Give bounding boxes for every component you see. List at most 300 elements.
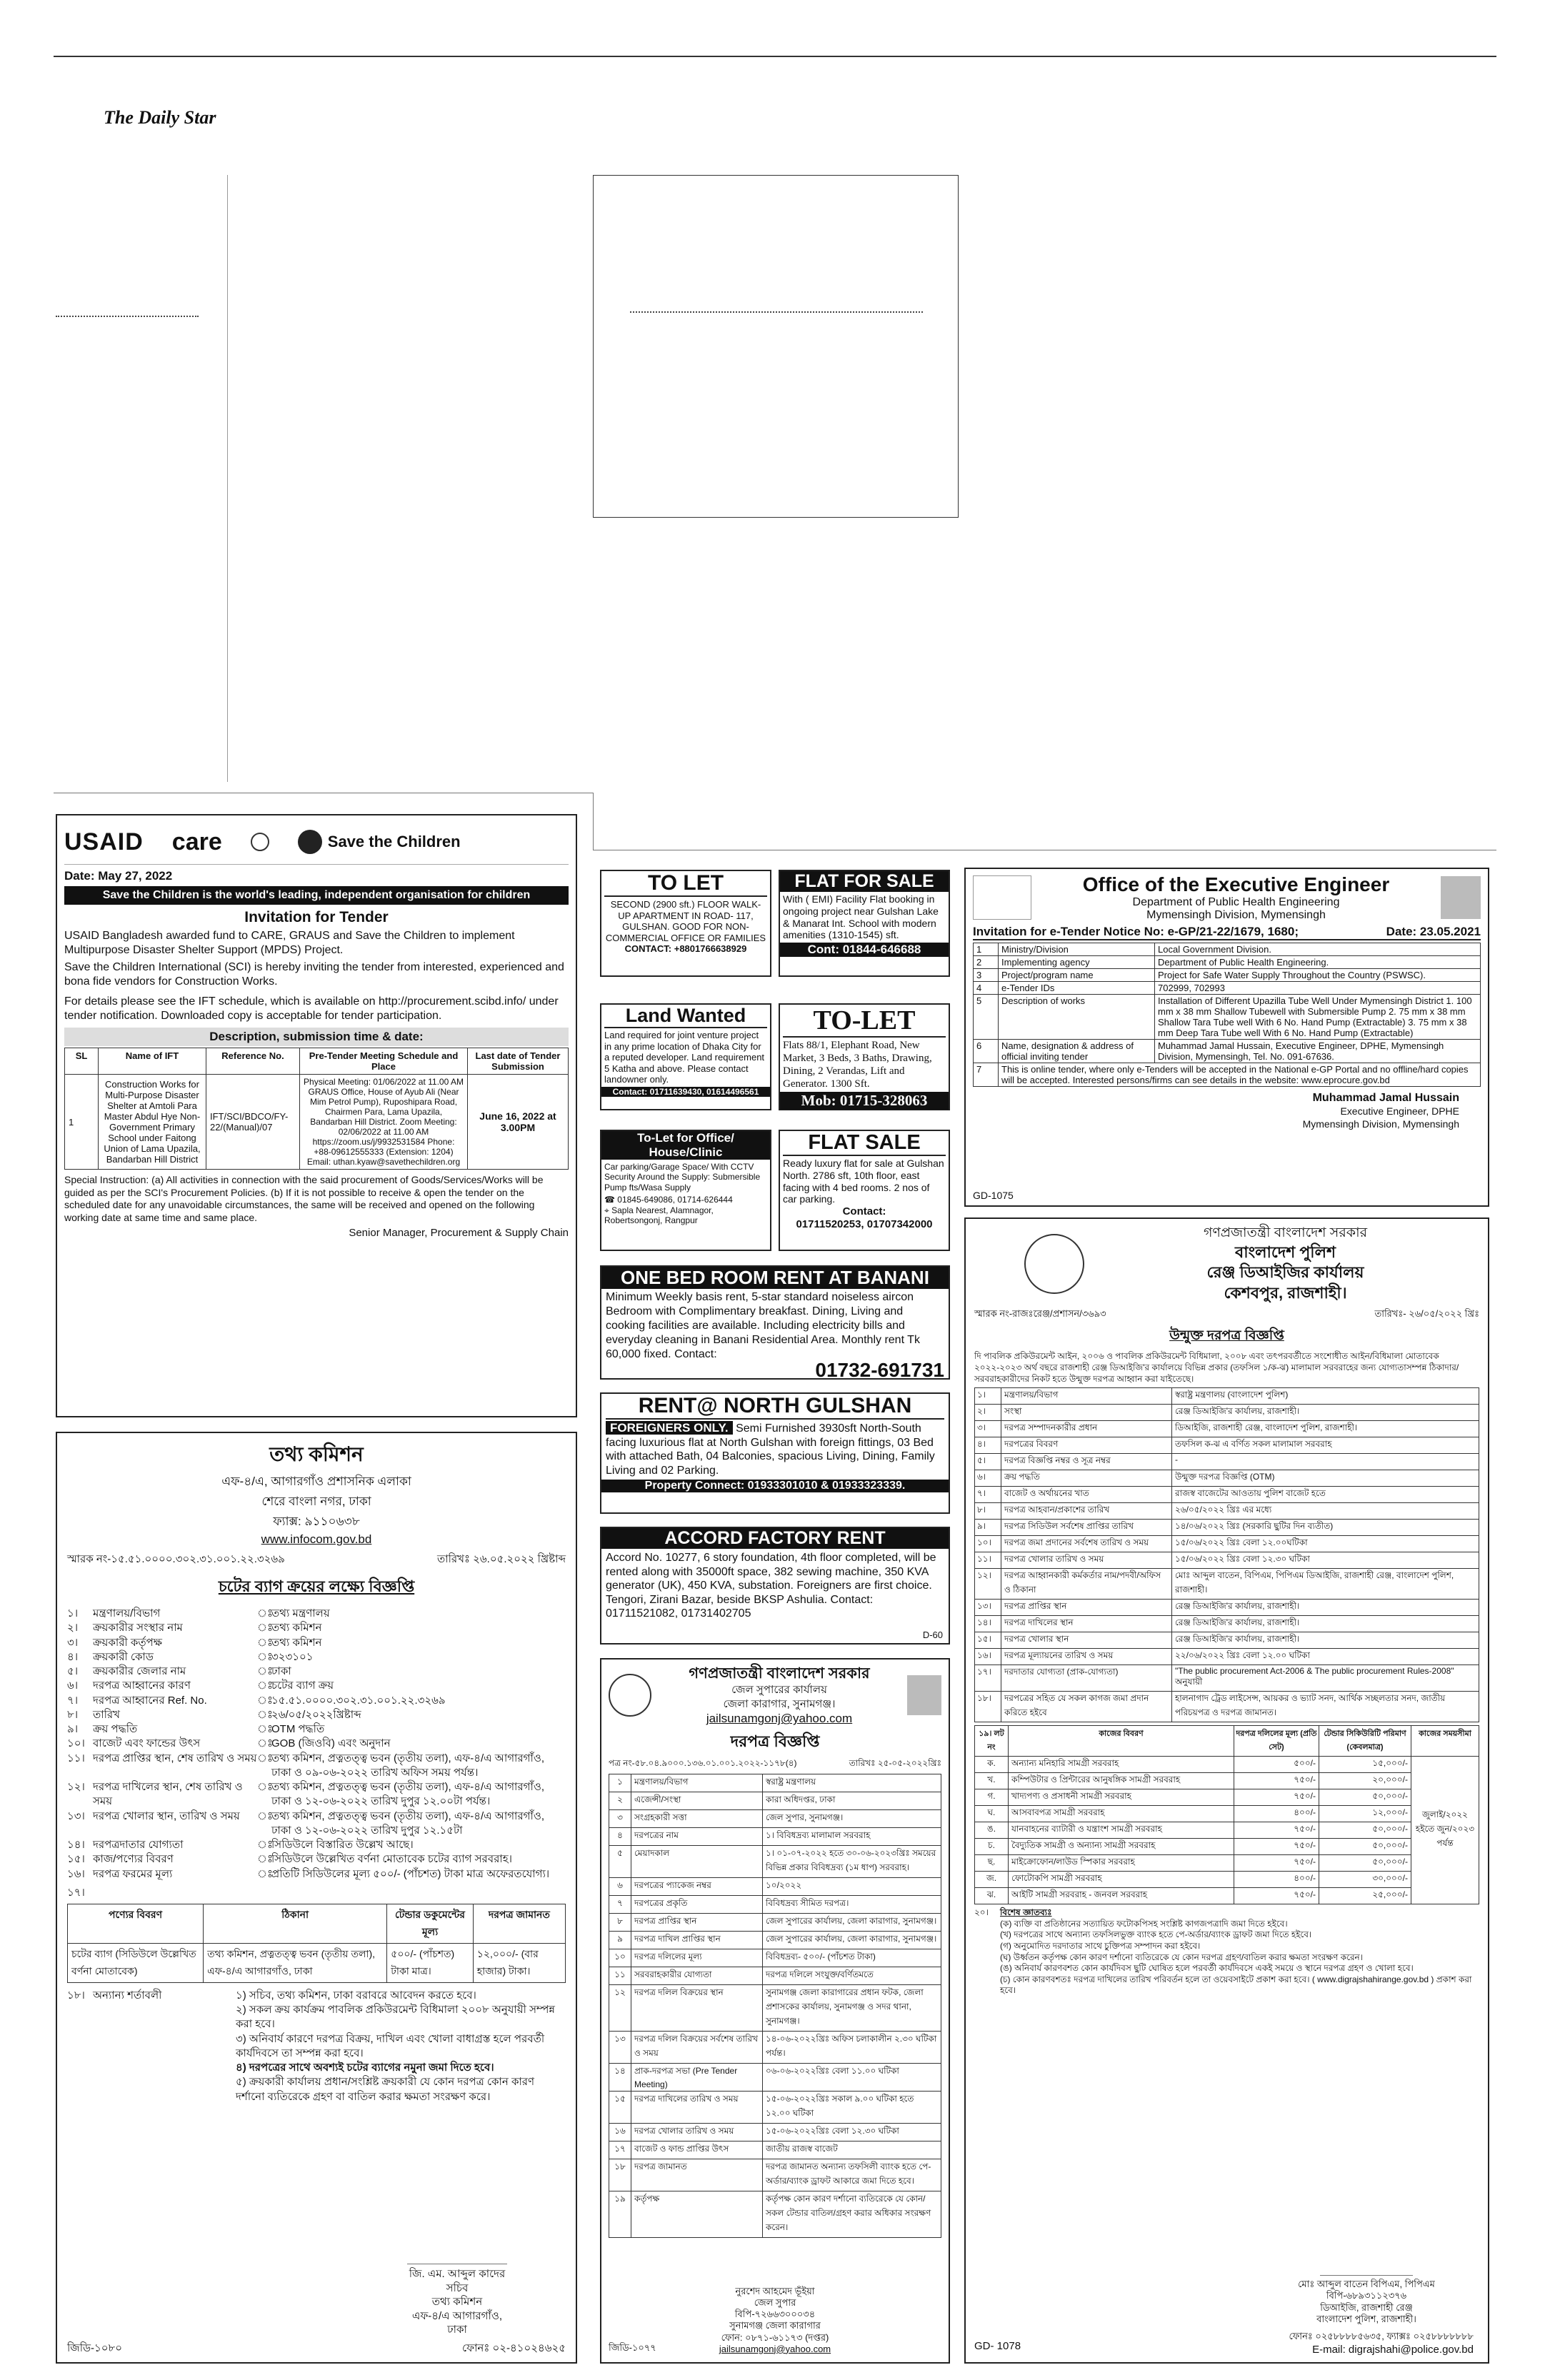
flat-sale-title: FLAT SALE [783, 1131, 946, 1156]
cell-label: দরপত্র দলিলের মূল্য [631, 1949, 763, 1967]
dphe-notice-row [973, 925, 1481, 940]
cell-value: Installation of Different Upazilla Tube Well Under Mymensingh District 1. 100 mm x 38 mm Shallow Tubewell with Submersible Pump 2. 75 mm x 38 mm Shallow Tara Tube well With 6 No. Hand Pump (Extractable) 3. 75 mm x 38 mm Deep Tara Tube well With 6 No. Hand Pump (Extractable) [1155, 995, 1481, 1040]
table-row [609, 1810, 941, 1828]
list-item: (ক) ব্যক্তি বা প্রতিষ্ঠানের সত্যায়িত ফটোকপিসহ সংশ্লিষ্ট কাগজপত্রাদি জমা দিতে হইবে। [1000, 1918, 1288, 1929]
row-meeting: Physical Meeting: 01/06/2022 at 11.00 AM GRAUS Office, House of Ayub Ali (Near Mim Petrol Pump), Ruposhipara Road, Chairmen Para, Lama Upazila, Bandarban Hill District. Zoom Meeting: 02/06/2022 at 11.00 AM https://zoom.us/j/9932531584 Phone: +88-09612555333 (Extension: 1204) Email: uthan.kyaw@savethechildren.org [300, 1075, 468, 1170]
cell-value: ০৬-০৬-২০২২খ্রিঃ বেলা ১১.০০ ঘটিকা [763, 2064, 941, 2092]
tolet-contact: CONTACT: +8801766638929 [624, 943, 747, 955]
banani-phone: 01732-691731 [815, 1359, 944, 1381]
table-row [974, 956, 1481, 969]
row-value: GOB (জিওবি) এবং অনুদান [271, 1737, 391, 1750]
row-sep: ঃ [257, 1636, 274, 1649]
dphe-header [973, 873, 1481, 922]
row-value: সিডিউলে উল্লেখিত বর্ণনা মোতাবেক চটের ব্যাগ সরবরাহ। [271, 1853, 512, 1866]
cell-value: দরপত্র জামানত অন্যান্য তফসিলী ব্যাংক হতে পে-অর্ডার/ব্যাংক ড্রাফট আকারে জমা দিতে হবে। [763, 2159, 941, 2191]
accord-title: ACCORD FACTORY RENT [601, 1528, 949, 1549]
police-table [974, 1387, 1479, 1722]
memo-row [67, 1551, 566, 1569]
col-last-date: Last date of Tender Submission [468, 1048, 569, 1075]
cell-num: ৬। [975, 1470, 1001, 1487]
row-label: ক্রয়কারী কোড [93, 1650, 154, 1663]
dphe-notice: Invitation for e-Tender Notice No: e-GP/21-22/1679, 1680; [973, 925, 1299, 938]
row-label: দরপত্র ফরমের মূল্য [93, 1867, 173, 1880]
table-row [65, 1075, 569, 1170]
row-value: চটের ব্যাগ ক্রয় [271, 1679, 334, 1692]
portrait-icon [907, 1675, 941, 1715]
list-item [67, 1752, 566, 1781]
sch-desc: মাইক্রোফোন/লাউড স্পিকার সরবরাহ [1009, 1855, 1234, 1872]
sign-t3: এফ-৪/এ আগারগাঁও, [411, 2309, 503, 2322]
cell-value: স্বরাষ্ট্র মন্ত্রণালয় [763, 1774, 941, 1792]
police-sign-name: মোঃ আব্দুল বাতেন বিপিএম, পিপিএম [1298, 2279, 1435, 2289]
table-row [609, 1967, 941, 1985]
police-intro: দি পাবলিক প্রকিউরমেন্ট আইন, ২০০৬ ও পাবলিক প্রকিউরমেন্ট বিধিমালা, ২০০৮ এবং তৎপরবর্তীতে সংশোধীত আইন/বিধিমালা মোতাবেক ২০২২-২০২৩ অর্থ বছরে রাজশাহী রেঞ্জ ডিআইজি'র কার্যালয়ে বিভিন্ন প্রকার (তফসিল ১/ক-ঝ) মালামাল সরবরাহের জন্য যোগ্যতাসম্পন্ন ঠিকাদার/সরবরাহকারীদের নিকট হতে উন্মুক্ত দরপত্র আহ্বান করা যাইতেছে। [974, 1351, 1459, 1384]
office-addr-text: Sapla Nearest, Alamnagor, Robertsongonj, Rangpur [604, 1205, 714, 1225]
table-row [975, 1692, 1479, 1722]
list-item: ২) সকল ক্রয় কার্যক্রম পাবলিক প্রকিউরমেন্ট বিধিমালা ২০০৮ অনুযায়ী সম্পন্ন করা হবে। [236, 2004, 555, 2031]
cell-num: ১১। [975, 1552, 1001, 1569]
cell-label: দরপত্র খোলার তারিখ ও সময় [631, 2124, 763, 2142]
info-commission-notice [56, 1432, 577, 2364]
cell-label: দরপত্রের প্যাকেজ নম্বর [631, 1878, 763, 1896]
row-label: দরপত্র আহ্বানের কারণ [93, 1679, 191, 1692]
col-sl: SL [65, 1048, 99, 1075]
table-row [975, 1388, 1479, 1405]
row-sl: 1 [65, 1075, 99, 1170]
table-row [609, 1878, 941, 1896]
sch-desc: ফোটোকপি সামগ্রী সরবরাহ [1009, 1872, 1234, 1888]
police-header [974, 1225, 1479, 1303]
sch-col: ১৯। লট নং [975, 1726, 1009, 1757]
office-body: Car parking/Garage Space/ With CCTV Security Around the Supply: Submersible Pump fts/Wasa Supply [604, 1162, 761, 1192]
cell-num: 4 [974, 982, 999, 995]
special-instruction: Special Instruction: (a) All activities in connection with the said procurement of Goods/Services/Works will be guided as per the SCI's Procurement Policies. (b) If it is not possible to receive & open the tender on the scheduled date for any unavoidable circumstances, the same will be received and opened on the following working date at same time and same place. [64, 1174, 544, 1223]
dphe-sign-t1: Executive Engineer, DPHE [1340, 1105, 1459, 1117]
sign-t1: সচিব [446, 2281, 469, 2294]
table-row [975, 1822, 1479, 1839]
list-item: ৪) দরপত্রের সাথে অবশ্যই চটের ব্যাগের নমুনা জমা দিতে হবে। [236, 2062, 494, 2074]
sch-price: ৫০০/- [1234, 1757, 1319, 1773]
signatory: Senior Manager, Procurement & Supply Chain [349, 1227, 569, 1239]
sign-t2: তথ্য কমিশন [431, 2296, 483, 2308]
table-row [975, 1503, 1479, 1520]
memo-date: তারিখঃ ২৬.০৫.২০২২ খ্রিষ্টাব্দ [437, 1553, 566, 1565]
cell-label: দরপত্র প্রাপ্তির স্থান [1001, 1600, 1172, 1616]
police-h4: কেশবপুর, রাজশাহী। [1224, 1283, 1347, 1302]
cell-value: This is online tender, where only e-Tenders will be accepted in the National e-GP Portal and no offline/hard copies will be accepted. Interested persons/firms can see details in the website: www.eprocure.gov.bd [999, 1063, 1481, 1087]
cell-num: 5 [974, 995, 999, 1040]
cell-value: 702999, 702993 [1155, 982, 1481, 995]
cell-value: ১৫/০৬/২০২২ খ্রিঃ বেলা ১২.৩০ ঘটিকা [1172, 1552, 1479, 1569]
land-title: Land Wanted [604, 1005, 767, 1028]
cell-label: সংগ্রহকারী সত্তা [631, 1810, 763, 1828]
row-label: দরপত্রদাতার যোগ্যতা [93, 1839, 184, 1851]
row-sep: ঃ [257, 1853, 274, 1866]
accord-body: Accord No. 10277, 6 story foundation, 4th floor completed, will be rented along with 35000ft space, 382 sewing machine, 350 KVA generator (UK), 450 KVA, substation. Foreigners are first choice. Tengori, Zirani Bazar, beside BKSP Ashulia. Contact: 01711521082, 01731402705 [606, 1552, 936, 1620]
row-num: ১০। [67, 1737, 85, 1750]
cell-value: ডিআইজি, রাজশাহী রেঞ্জ, বাংলাদেশ পুলিশ, রাজশাহী। [1172, 1421, 1479, 1437]
police-heading-block [1091, 1225, 1479, 1303]
tender-date: Date: May 27, 2022 [64, 869, 173, 883]
list-item: (গ) অনুমোদিত দরদাতার সাথে চুক্তিপত্র সম্পাদন করা হইবে। [1000, 1941, 1201, 1952]
police-emblem-icon [1024, 1234, 1084, 1294]
sub-cell-1: চটের ব্যাগ (সিডিউলে উল্লেখিত বর্ণনা মোতাবেক) [68, 1943, 204, 1982]
table-row [68, 1943, 566, 1982]
row-name: Construction Works for Multi-Purpose Disaster Shelter at Amtoli Para Master Abdul Hye Non-Government Primary School under Faitong Union of Lama Upazila, Bandarban Hill District [99, 1075, 206, 1170]
gulshan-body-wrap [606, 1421, 944, 1477]
table-row [974, 1063, 1481, 1087]
cell-value: সুনামগঞ্জ জেলা কারাগারের প্রধান ফটক, জেলা প্রশাসকের কার্যালয়, সুনামগঞ্জ ও সদর থানা, সুনামগঞ্জ। [763, 1985, 941, 2032]
jail-sign-name: নুরশেদ আহমেদ ভূঁইয়া [735, 2285, 815, 2296]
accord-code: D-60 [922, 1630, 943, 1640]
row-sep: ঃ [257, 1607, 274, 1620]
police-contact [1289, 2331, 1474, 2356]
notes-body [1000, 1907, 1479, 1997]
cell-num: ৪। [975, 1437, 1001, 1454]
table-row [975, 1632, 1479, 1649]
table-row [609, 1846, 941, 1878]
cell-num: ১৩ [609, 2032, 631, 2064]
row-num: ১৪। [67, 1839, 85, 1851]
table-row [974, 1040, 1481, 1063]
r20-label: ২০। [974, 1907, 989, 1918]
row-num: ১৬। [67, 1867, 85, 1880]
dphe-gd: GD-1075 [973, 1190, 1014, 1201]
dphe-date: Date: 23.05.2021 [1386, 925, 1481, 938]
cell-num: ১২ [609, 1985, 631, 2032]
cell-value: রেঞ্জ ডিআইজি'র কার্যালয়, রাজশাহী। [1172, 1632, 1479, 1649]
cell-label: Name, designation & address of official inviting tender [999, 1040, 1155, 1063]
gd-number: জিডি-১০৮০ [67, 2342, 123, 2354]
info-footer [67, 2340, 566, 2358]
police-sign-t2: ডিআইজি, রাজশাহী রেঞ্জ [1320, 2301, 1413, 2313]
list-item [67, 1838, 566, 1852]
cell-label: দরপত্র জমা প্রদানের সর্বশেষ তারিখ ও সময় [1001, 1536, 1172, 1552]
list-item: ৩) অনিবার্য কারণে দরপত্র বিক্রয়, দাখিল এবং খোলা বাধাগ্রস্ত হলে পরবর্তী কার্যদিবসে তা সম্পন্ন করা হবে। [236, 2032, 545, 2059]
cell-value: ১৪-০৬-২০২২খ্রিঃ অফিস চলাকালীন ২.৩০ ঘটিকা পর্যন্ত। [763, 2032, 941, 2064]
cell-label: মন্ত্রণালয়/বিভাগ [1001, 1388, 1172, 1405]
tolet2-ad [779, 1003, 950, 1110]
cell-num: ৩। [975, 1421, 1001, 1437]
sch-desc: আসবাবপত্র সামগ্রী সরবরাহ [1009, 1806, 1234, 1822]
dphe-sign-name: Muhammad Jamal Hussain [1312, 1092, 1459, 1104]
cell-value: Project for Safe Water Supply Throughout the Country (PSWSC). [1155, 969, 1481, 982]
cell-num: ৭ [609, 1896, 631, 1914]
tolet2-body: Flats 88/1, Elephant Road, New Market, 3 Beds, 3 Baths, Drawing, Dining, 2 Verandas, Lift and Generator. 1300 Sft. [783, 1040, 932, 1090]
table-row [975, 1569, 1479, 1600]
sch-security: ৫০,০০০/- [1319, 1839, 1411, 1855]
cell-value: কর্তৃপক্ষ কোন কারণ দর্শানো ব্যতিরেকে যে কোন/সকল টেন্ডার বাতিল/গ্রহণ করার অধিকার সংরক্ষণ করেন। [763, 2191, 941, 2238]
row-num: ২। [67, 1622, 79, 1635]
table-row [974, 943, 1481, 956]
jail-header [609, 1664, 941, 1727]
cell-num: ৫ [609, 1846, 631, 1878]
row-value: প্রতিটি সিডিউলের মূল্য ৫০০/- (পাঁচশত) টাকা মাত্র অফেরতযোগ্য। [271, 1867, 550, 1880]
sch-lot: ঙ. [975, 1822, 1009, 1839]
table-row [975, 1806, 1479, 1822]
cell-num: ১৯ [609, 2191, 631, 2238]
row-num: ৬। [67, 1679, 79, 1692]
cell-value: উন্মুক্ত দরপত্র বিজ্ঞপ্তি (OTM) [1172, 1470, 1479, 1487]
list-item: ১) সচিব, তথ্য কমিশন, ঢাকা বরাবরে আবেদন করতে হবে। [236, 1989, 476, 2002]
cell-value: বিবিধদ্রব্য- ৫০০/- (পাঁচশত টাকা) [763, 1949, 941, 1967]
portrait-icon [1441, 876, 1481, 919]
cell-num: 3 [974, 969, 999, 982]
jail-h1: গণপ্রজাতন্ত্রী বাংলাদেশ সরকার [689, 1665, 870, 1682]
cell-value: রেঞ্জ ডিআইজি'র কার্যালয়, রাজশাহী। [1172, 1616, 1479, 1632]
cell-value: রেঞ্জ ডিআইজি'র কার্যালয়, রাজশাহী। [1172, 1405, 1479, 1421]
jail-sign-t4: ফোন: ০৮৭১-৬১১৭৩ (দপ্তর) [721, 2331, 829, 2343]
table-row [974, 995, 1481, 1040]
cell-num: 1 [974, 943, 999, 956]
jail-h2: জেল সুপারের কার্যালয় [731, 1684, 827, 1697]
sch-desc: খাদ্যপণ্য ও প্রসাধনী সামগ্রী সরবরাহ [1009, 1789, 1234, 1806]
logo-row [64, 820, 569, 865]
cell-value: Local Government Division. [1155, 943, 1481, 956]
sch-price: ৪০০/- [1234, 1872, 1319, 1888]
info-title: তথ্য কমিশন [269, 1443, 364, 1465]
sch-price: ৭৫০/- [1234, 1773, 1319, 1789]
table-row [975, 1726, 1479, 1757]
jail-sign-t1: জেল সুপার [754, 2296, 796, 2308]
land-wanted-ad [600, 1003, 771, 1110]
row-ref: IFT/SCI/BDCO/FY-22/(Manual)/07 [206, 1075, 300, 1170]
jail-email[interactable]: jailsunamgonj@yahoo.com [706, 1712, 853, 1726]
row-label: মন্ত্রণালয়/বিভাগ [93, 1607, 161, 1620]
cell-num: ১২। [975, 1569, 1001, 1600]
phone-icon: ☎ [604, 1195, 618, 1205]
land-contact: Contact: 01711639430, 01614496561 [601, 1087, 770, 1097]
row-num: ১৫। [67, 1853, 85, 1866]
land-body: Land required for joint venture project in any prime location of Dhaka City for a reputed developer. Land requirement 5 Katha and above. Please contact landowner only. [604, 1030, 765, 1085]
sch-lot: খ. [975, 1773, 1009, 1789]
table-row [975, 1839, 1479, 1855]
cell-label: দরদাতার যোগ্যতা (প্রাক-যোগ্যতা) [1001, 1665, 1172, 1692]
divider-line [56, 316, 199, 317]
sch-col: কাজের সময়সীমা [1411, 1726, 1479, 1757]
list-item [67, 1780, 566, 1809]
table-row [609, 2092, 941, 2124]
r18-label: ১৮। [67, 1989, 85, 2002]
cell-value: রেঞ্জ ডিআইজি'র কার্যালয়, রাজশাহী। [1172, 1600, 1479, 1616]
cell-value: ২৬/০৫/২০২২ খ্রিঃ এর মধ্যে [1172, 1503, 1479, 1520]
row-num: ৯। [67, 1723, 79, 1735]
cell-label: দরপত্র সিডিউল সর্বশেষ প্রাপ্তির তারিখ [1001, 1520, 1172, 1536]
tolet2-title: TO-LET [783, 1005, 946, 1038]
office-addr [604, 1205, 767, 1226]
row-sep: ঃ [257, 1809, 274, 1822]
cell-label: প্রাক-দরপত্র সভা (Pre Tender Meeting) [631, 2064, 763, 2092]
gulshan-tag: FOREIGNERS ONLY. [606, 1421, 733, 1435]
cell-label: দরপত্র দাখিল প্রাপ্তির স্থান [631, 1932, 763, 1949]
column-divider [227, 175, 228, 782]
row-value: OTM পদ্ধতি [271, 1723, 325, 1735]
info-web[interactable]: www.infocom.gov.bd [261, 1532, 372, 1546]
police-gd: GD- 1078 [974, 2340, 1021, 2352]
row-num: ৩। [67, 1636, 79, 1649]
sch-lot: ঘ. [975, 1806, 1009, 1822]
sch-security: ২৫,০০০/- [1319, 1888, 1411, 1904]
accord-factory-ad [600, 1527, 950, 1645]
cell-value: Department of Public Health Engineering. [1155, 956, 1481, 969]
sch-security: ৫০,০০০/- [1319, 1855, 1411, 1872]
info-rows [67, 1607, 566, 1882]
list-item: (চ) কোন কারণবশতঃ দরপত্র দাখিলের তারিখ পরিবর্তন হলে তা ওয়েবসাইটে প্রকাশ করা হবে। ( www.digrajshahirange.gov.bd ) প্রকাশ করা হবে। [1000, 1974, 1472, 1996]
jail-sign-email[interactable]: jailsunamgonj@yahoo.com [719, 2343, 831, 2354]
jail-tender-notice [600, 1658, 950, 2364]
cell-label: দরপত্রের প্রকৃতি [631, 1896, 763, 1914]
row-value: তথ্য কমিশন, প্রত্নতত্ত্ব ভবন (তৃতীয় তলা), এফ-৪/এ আগারগাঁও, ঢাকা ও ০৯-০৬-২০২২ তারিখ অফিস সময় পর্যন্ত। [271, 1752, 545, 1779]
row-value: সিডিউলে বিস্তারিত উল্লেখ আছে। [271, 1839, 414, 1851]
cell-num: ১৬ [609, 2124, 631, 2142]
row-label: ক্রয়কারী কর্তৃপক্ষ [93, 1636, 163, 1649]
dphe-sign-t2: Mymensingh Division, Mymensingh [1302, 1118, 1459, 1130]
jail-gd: জিডি-১০৭৭ [609, 2342, 656, 2353]
cell-num: 7 [974, 1063, 999, 1087]
table-row [975, 1773, 1479, 1789]
table-row [975, 1757, 1479, 1773]
row-num: ১১। [67, 1752, 85, 1764]
cell-num: ৮। [975, 1503, 1001, 1520]
cell-label: দরপত্র খোলার তারিখ ও সময় [1001, 1552, 1172, 1569]
cell-label: Ministry/Division [999, 943, 1155, 956]
dphe-title: Office of the Executive Engineer [1082, 873, 1390, 895]
cell-num: ৮ [609, 1914, 631, 1932]
mujib-logo-icon [973, 875, 1031, 920]
info-heading: চটের ব্যাগ ক্রয়ের লক্ষ্যে বিজ্ঞপ্তি [218, 1577, 415, 1595]
flat-for-sale-ad [779, 870, 950, 977]
table-row [974, 982, 1481, 995]
info-fax: ফ্যাক্স: ৯১১০৬৩৮ [273, 1515, 360, 1528]
row-label: ক্রয় পদ্ধতি [93, 1723, 138, 1735]
list-item [67, 1867, 566, 1882]
r18-title: অন্যান্য শর্তাবলী [93, 1989, 162, 2002]
cell-value: ১৪/০৬/২০২২ খ্রিঃ (সরকারি ছুটির দিন ব্যতীত) [1172, 1520, 1479, 1536]
sch-lot: গ. [975, 1789, 1009, 1806]
sch-price: ৭৫০/- [1234, 1839, 1319, 1855]
sub-col-4: দরপত্র জামানত [473, 1904, 565, 1943]
cell-label: মেয়াদকাল [631, 1846, 763, 1878]
conditions-list [236, 1989, 566, 2104]
sign-name: জি. এম. আব্দুল কাদের [409, 2268, 506, 2280]
gulshan-contact: Property Connect: 01933301010 & 01933323339. [601, 1480, 949, 1492]
police-memo-row [974, 1307, 1479, 1322]
sign-t4: ঢাকা [447, 2324, 467, 2336]
row-num: ১৩। [67, 1809, 85, 1822]
emblem-icon [251, 833, 269, 851]
cell-num: ৪ [609, 1828, 631, 1846]
sub-col-3: টেন্ডার ডকুমেন্টের মূল্য [387, 1904, 474, 1943]
cell-num: ১০। [975, 1536, 1001, 1552]
sch-col: কাজের বিবরণ [1009, 1726, 1234, 1757]
jail-memo: পত্র নং-৫৮.০৪.৯০০০.১৩৬.০১.০০১.২০২২-১১৭৮(৪) [609, 1758, 797, 1769]
police-email[interactable]: E-mail: digrajshahi@police.gov.bd [1312, 2343, 1474, 2356]
list-item [67, 1621, 566, 1635]
cell-num: ১৪ [609, 2064, 631, 2092]
table-row [609, 2191, 941, 2238]
row-sep: ঃ [257, 1708, 274, 1721]
cell-value: ১। বিবিধদ্রব্য মালামাল সরবরাহ [763, 1828, 941, 1846]
cell-label: দরপত্র মূল্যায়নের তারিখ ও সময় [1001, 1649, 1172, 1665]
table-row [609, 1828, 941, 1846]
table-row [609, 1896, 941, 1914]
table-row [975, 1649, 1479, 1665]
cell-num: ৫। [975, 1454, 1001, 1470]
list-item [67, 1694, 566, 1708]
cell-value: ১৫-০৬-২০২২খ্রিঃ সকাল ৯.০০ ঘটিকা হতে ১২.০০ ঘটিকা [763, 2092, 941, 2124]
cell-label: দরপত্র জামানত [631, 2159, 763, 2191]
flat-sale-contact: 01711520253, 01707342000 [796, 1218, 933, 1231]
north-gulshan-ad [600, 1392, 950, 1514]
tolet-title: TO LET [604, 871, 767, 897]
sub-cell-4: ১২,০০০/- (বার হাজার) টাকা। [473, 1943, 565, 1982]
sch-desc: যানবাহনের ব্যাটারী ও যন্ত্রাংশ সামগ্রী সরবরাহ [1009, 1822, 1234, 1839]
table-row [609, 1949, 941, 1967]
row-sep: ঃ [257, 1737, 274, 1750]
sub-col-2: ঠিকানা [204, 1904, 387, 1943]
dphe-sub2: Mymensingh Division, Mymensingh [1146, 909, 1326, 921]
sch-lot: ঝ. [975, 1888, 1009, 1904]
cell-value: ১। ০১-০৭-২০২২ হতে ৩০-০৬-২০২৩খ্রিঃ সময়ের বিভিন্ন প্রকার বিবিধদ্রব্য (১ম ধাপ) সরবরাহ। [763, 1846, 941, 1878]
row-value: তথ্য কমিশন, প্রত্নতত্ত্ব ভবন (তৃতীয় তলা), এফ-৪/এ আগারগাঁও, ঢাকা ও ১২-০৬-২০২২ তারিখ দুপুর ১২.১৫টা [271, 1809, 545, 1837]
row-num: ৪। [67, 1650, 79, 1663]
cell-label: বাজেট ও অর্থায়নের খাত [1001, 1487, 1172, 1503]
cell-num: ১৬। [975, 1649, 1001, 1665]
sch-security: ৫০,০০০/- [1319, 1822, 1411, 1839]
sch-lot: চ. [975, 1839, 1009, 1855]
cell-value: - [1172, 1454, 1479, 1470]
cell-num: 6 [974, 1040, 999, 1063]
tolet-body: SECOND (2900 sft.) FLOOR WALK-UP APARTMENT IN ROAD- 117, GULSHAN. GOOD FOR NON-COMMERCIAL OFFICE OR FAMILIES [605, 899, 766, 943]
row-label: ক্রয়কারীর সংস্থার নাম [93, 1622, 183, 1635]
row-sep: ঃ [257, 1650, 274, 1663]
cell-label: সরবরাহকারীর যোগ্যতা [631, 1967, 763, 1985]
cell-num: ১৫। [975, 1632, 1001, 1649]
table-row [609, 2159, 941, 2191]
memo-no: স্মারক নং-১৫.৫১.০০০০.৩০২.৩১.০০১.২২.৩২৬৯ [67, 1553, 285, 1565]
cell-label: দরপত্র দলিল বিক্রয়ের সর্বশেষ তারিখ ও সময় [631, 2032, 763, 2064]
row-sep: ঃ [257, 1839, 274, 1851]
list-item [67, 1737, 566, 1751]
list-item [67, 1679, 566, 1693]
list-item [67, 1852, 566, 1867]
sch-price: ৭৫০/- [1234, 1888, 1319, 1904]
notes-list [1000, 1919, 1479, 1997]
list-item [67, 1650, 566, 1665]
banner: Save the Children is the world's leading, independent organisation for children [64, 886, 569, 905]
cell-value: ২২/০৬/২০২২ খ্রিঃ বেলা ১২.০০ ঘটিকা [1172, 1649, 1479, 1665]
cell-label: দরপত্র আহবান/প্রকাশের তারিখ [1001, 1503, 1172, 1520]
row-num: ৭। [67, 1694, 79, 1707]
table-row [609, 1792, 941, 1810]
cell-num: ১১ [609, 1967, 631, 1985]
row-num: ৮। [67, 1708, 79, 1721]
col-meeting: Pre-Tender Meeting Schedule and Place [300, 1048, 468, 1075]
cell-value: রাজস্ব বাজেটের আওতায় পুলিশ বাজেট হতে [1172, 1487, 1479, 1503]
flat-sale-body: Ready luxury flat for sale at Gulshan North. 2786 sft, 10th floor, east facing with 4 bed rooms. 2 nos of car parking. [783, 1158, 944, 1205]
row-value: ঢাকা [271, 1665, 291, 1677]
cell-label: দরপত্র প্রাপ্তির স্থান [631, 1914, 763, 1932]
row-sep: ঃ [257, 1622, 274, 1635]
cell-label: এজেন্সী/সংস্থা [631, 1792, 763, 1810]
list-item [67, 1665, 566, 1679]
row-label: বাজেট এবং ফান্ডের উৎস [93, 1737, 201, 1750]
cell-label: দরপত্র বিজ্ঞপ্তি নম্বর ও সূত্র নম্বর [1001, 1454, 1172, 1470]
sch-security: ৫০,০০০/- [1319, 1789, 1411, 1806]
jail-heading: দরপত্র বিজ্ঞপ্তি [730, 1732, 820, 1751]
empty-ad-box [593, 175, 959, 518]
table-row [609, 2032, 941, 2064]
